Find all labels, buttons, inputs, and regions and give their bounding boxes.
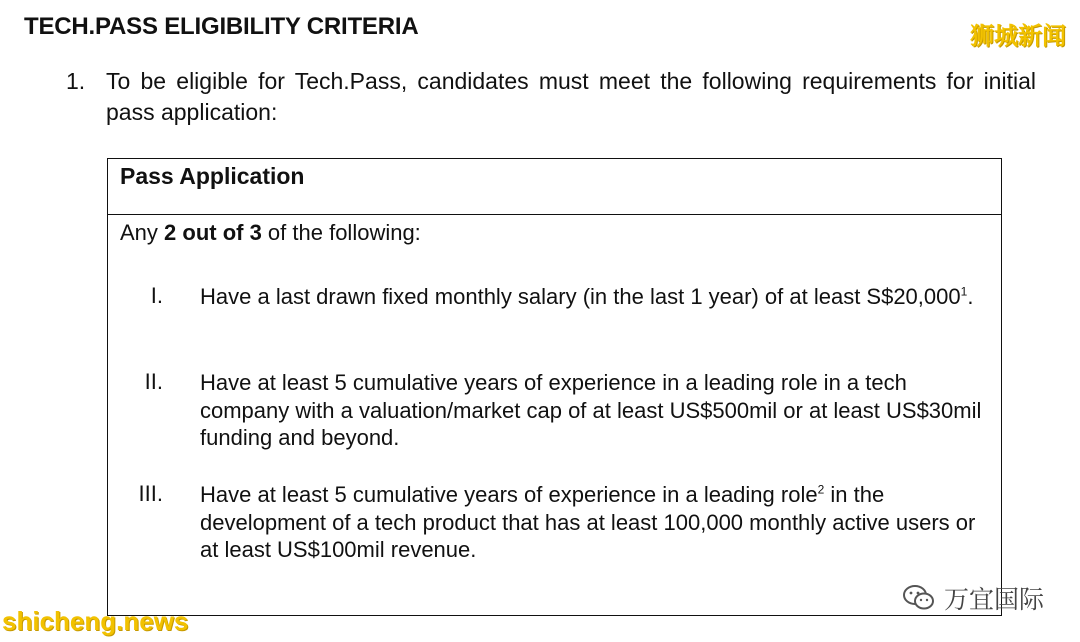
criterion-text-main: Have at least 5 cumulative years of experience in a leading role in a tech company with a valuation/market cap of at least US$500mil or at least US$30mil funding and beyond.: [200, 370, 982, 450]
lead-bold: 2 out of 3: [164, 220, 262, 245]
pass-application-table: [107, 158, 1002, 616]
criterion-text-end: .: [967, 284, 974, 309]
table-heading: Pass Application: [108, 159, 1001, 215]
footnote-marker: 1: [960, 284, 968, 299]
intro-text: To be eligible for Tech.Pass, candidates must meet the following requirements for initial pass application:: [106, 68, 1036, 125]
intro-paragraph: [66, 66, 1036, 128]
criterion-2: [108, 369, 990, 452]
lead-pre: Any: [120, 220, 165, 245]
watermark-bottom-right: [902, 580, 1044, 616]
criterion-numeral: II.: [144, 369, 163, 394]
lead-post: of the following:: [261, 220, 421, 245]
watermark-top: 狮城新闻: [970, 22, 1066, 50]
lead-line: [120, 219, 1001, 259]
criterion-text: [200, 481, 990, 564]
page-title: TECH.PASS ELIGIBILITY CRITERIA: [24, 13, 419, 40]
footnote-marker: 2: [817, 482, 825, 497]
watermark-bottom-right-text: 万宜国际: [943, 585, 1044, 614]
wechat-icon: [902, 584, 936, 612]
criterion-1: [108, 283, 990, 311]
intro-number: 1.: [66, 68, 86, 94]
criterion-numeral: III.: [138, 481, 163, 506]
criterion-text-main: Have a last drawn fixed monthly salary (in the last 1 year) of at least S$20,000: [200, 284, 961, 309]
criterion-text-main: Have at least 5 cumulative years of experience in a leading role: [200, 482, 818, 507]
watermark-bottom-left: shicheng.news: [2, 606, 189, 636]
criterion-text: [200, 369, 990, 452]
table-body: [108, 215, 1001, 562]
criterion-text: [200, 283, 990, 311]
criterion-3: [108, 481, 990, 564]
criterion-text-end: in the development of a tech product that has at least 100,000 monthly active users or at least US$100mil revenue.: [200, 482, 976, 562]
criterion-numeral: I.: [150, 283, 163, 308]
